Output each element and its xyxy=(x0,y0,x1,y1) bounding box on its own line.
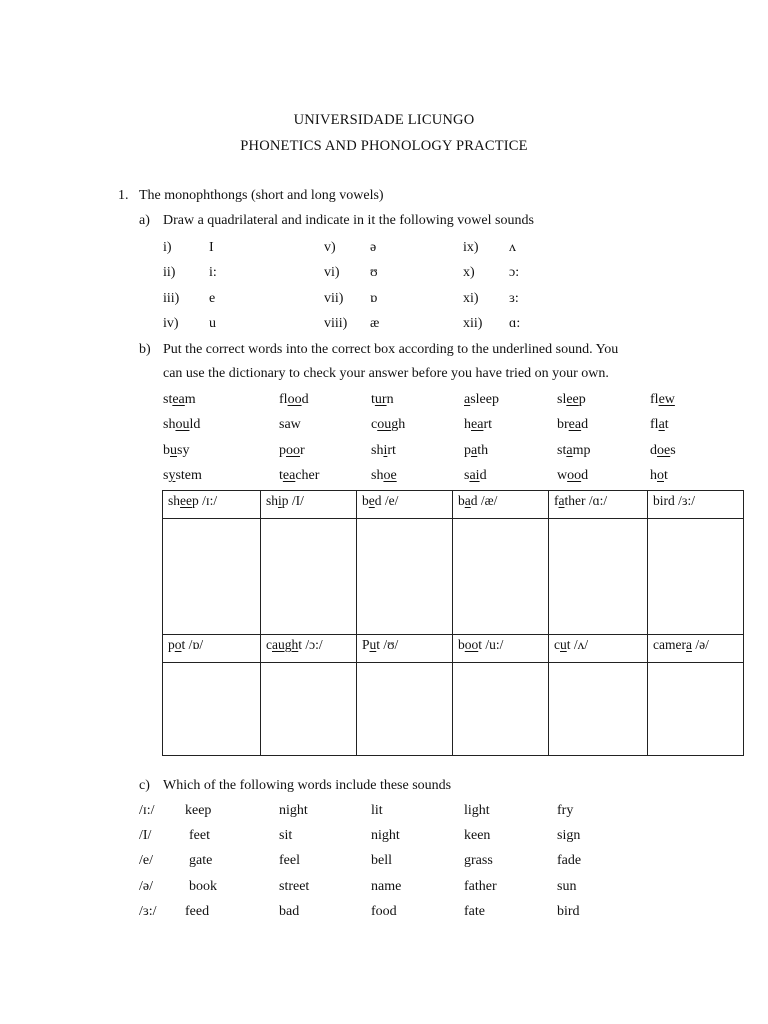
underlined-letters: a xyxy=(464,493,471,508)
answer-box[interactable] xyxy=(453,663,549,756)
word-part: s xyxy=(464,467,470,483)
word-part: b xyxy=(458,637,465,652)
word-part: h xyxy=(464,417,471,433)
candidate-word: street xyxy=(279,878,310,894)
word-cell xyxy=(163,417,200,433)
answer-box[interactable] xyxy=(163,663,261,756)
word-part: p xyxy=(279,442,286,458)
candidate-word: night xyxy=(371,828,400,844)
word-part: d /æ/ xyxy=(470,493,498,508)
underlined-letters: oo xyxy=(567,467,582,483)
candidate-word: bad xyxy=(279,903,300,919)
underlined-letters: ai xyxy=(469,467,480,483)
answer-box[interactable] xyxy=(261,663,357,756)
candidate-word: keen xyxy=(464,828,491,844)
word-part: p /I/ xyxy=(281,493,304,508)
underlined-letters: a xyxy=(464,392,471,407)
answer-box[interactable] xyxy=(648,519,744,635)
word-part: t /ʌ/ xyxy=(566,637,589,652)
underlined-letters: u xyxy=(170,442,177,458)
answer-box[interactable] xyxy=(453,519,549,635)
answer-box[interactable] xyxy=(261,519,357,635)
candidate-word: feel xyxy=(279,853,300,869)
word-part: st xyxy=(557,442,567,458)
part-b-label: b) xyxy=(139,342,151,357)
underlined-letters: i xyxy=(278,493,282,508)
sound-table-heading-cell xyxy=(357,491,453,519)
underlined-letters: a xyxy=(685,637,692,652)
word-part: saw xyxy=(279,417,301,433)
word-part: c xyxy=(266,637,272,652)
course-title: PHONETICS AND PHONOLOGY PRACTICE xyxy=(240,138,528,154)
underlined-letters: ea xyxy=(282,467,296,483)
answer-box[interactable] xyxy=(549,519,648,635)
word-cell xyxy=(279,443,305,459)
candidate-word: bird xyxy=(557,903,580,919)
word-part: c xyxy=(554,637,560,652)
answer-box[interactable] xyxy=(163,519,261,635)
word-part: P xyxy=(362,637,370,652)
word-part: m xyxy=(184,392,196,407)
underlined-letters: ou xyxy=(175,417,190,433)
word-part: b xyxy=(362,493,369,508)
candidate-word: fry xyxy=(557,803,574,818)
vowel-symbol: ɑ: xyxy=(509,315,521,331)
underlined-letters: e xyxy=(368,493,375,508)
candidate-word: food xyxy=(371,903,397,919)
candidate-word: lit xyxy=(371,803,383,818)
word-part: n xyxy=(386,392,394,407)
vowel-symbol: æ xyxy=(370,315,380,331)
vowel-symbol: u xyxy=(209,315,216,331)
underlined-letters: o xyxy=(174,637,182,652)
word-cell xyxy=(464,392,499,408)
sound-table-heading-cell xyxy=(549,491,648,519)
answer-box[interactable] xyxy=(357,519,453,635)
word-part: d xyxy=(479,467,487,483)
vowel-symbol: ʊ xyxy=(370,265,378,281)
sound-symbol: /ɜ:/ xyxy=(139,903,157,919)
word-part: t /ɒ/ xyxy=(181,637,204,652)
word-part: fl xyxy=(650,392,659,407)
word-part: sh xyxy=(371,467,384,483)
underlined-letters: i xyxy=(383,442,388,458)
word-part: rt xyxy=(387,442,396,458)
word-part: stem xyxy=(175,467,202,483)
candidate-word: light xyxy=(464,803,490,818)
part-c-instruction: Which of the following words include these sounds xyxy=(163,778,452,793)
candidate-word: keep xyxy=(185,803,212,818)
word-part: s xyxy=(163,467,169,483)
vowel-symbol: e xyxy=(209,290,216,306)
word-cell xyxy=(464,443,488,459)
word-part: t /ʊ/ xyxy=(376,637,399,652)
word-part: t /u:/ xyxy=(478,637,504,652)
vowel-item-number: v) xyxy=(324,240,336,255)
candidate-word: name xyxy=(371,878,402,894)
word-part: d xyxy=(301,392,309,407)
candidate-word: feed xyxy=(185,903,210,919)
underlined-letters: ea xyxy=(172,392,185,407)
underlined-letters: ee xyxy=(180,493,192,508)
sound-table-heading-cell xyxy=(648,491,744,519)
candidate-word: sign xyxy=(557,828,581,844)
word-cell xyxy=(464,468,487,484)
word-part: sleep xyxy=(470,392,499,407)
vowel-symbol: ʌ xyxy=(509,240,516,255)
word-part: th xyxy=(477,442,489,458)
word-part: bird /ɜ:/ xyxy=(653,493,696,508)
word-part: b xyxy=(163,442,170,458)
candidate-word: feet xyxy=(189,828,210,844)
word-part: d xyxy=(650,442,657,458)
sound-symbol: /ə/ xyxy=(139,878,153,894)
word-cell xyxy=(464,417,492,433)
vowel-item-number: iv) xyxy=(163,315,179,331)
university-title: UNIVERSIDADE LICUNGO xyxy=(293,112,475,128)
underlined-letters: ur xyxy=(374,392,387,407)
word-part: b xyxy=(458,493,465,508)
word-part: t xyxy=(664,417,669,433)
sound-table-heading-cell xyxy=(163,491,261,519)
candidate-word: father xyxy=(464,878,497,894)
word-part: sh xyxy=(266,493,279,508)
word-part: rt xyxy=(483,417,492,433)
word-part: sl xyxy=(557,392,567,407)
word-part: c xyxy=(371,417,378,433)
vowel-symbol: ɔ: xyxy=(509,265,520,281)
candidate-word: fate xyxy=(464,903,485,919)
vowel-item-number: iii) xyxy=(163,290,180,306)
word-part: st xyxy=(163,392,173,407)
word-part: fl xyxy=(650,417,659,433)
underlined-letters: ee xyxy=(566,392,579,407)
word-cell xyxy=(371,417,405,433)
word-part: ld xyxy=(189,417,201,433)
vowel-item-number: xi) xyxy=(463,290,479,306)
vowel-item-number: vii) xyxy=(324,290,344,306)
word-cell xyxy=(279,417,301,433)
answer-box[interactable] xyxy=(549,663,648,756)
underlined-letters: oo xyxy=(464,637,479,652)
underlined-letters: u xyxy=(369,637,377,652)
word-cell xyxy=(557,417,588,433)
candidate-word: bell xyxy=(371,853,392,869)
section-title: The monophthongs (short and long vowels) xyxy=(139,188,384,203)
sound-symbol: /e/ xyxy=(139,853,153,869)
word-part: sh xyxy=(168,493,181,508)
word-cell xyxy=(279,392,309,408)
underlined-letters: a xyxy=(471,442,478,458)
word-part: r xyxy=(300,442,305,458)
underlined-letters: a xyxy=(566,442,573,458)
underlined-letters: a xyxy=(658,417,665,433)
sound-symbol: /I/ xyxy=(139,828,152,844)
sound-table-heading-cell xyxy=(549,635,648,663)
sound-table-header-1 xyxy=(163,491,744,519)
word-part: d /e/ xyxy=(374,493,399,508)
word-part: t xyxy=(664,467,668,483)
word-part: p xyxy=(464,442,471,458)
candidate-word: book xyxy=(189,878,217,894)
word-part: p /ɪ:/ xyxy=(192,493,218,508)
word-cell xyxy=(163,443,189,459)
vowel-item-number: xii) xyxy=(463,315,483,331)
underlined-letters: y xyxy=(168,467,176,483)
vowel-symbol: ɜ: xyxy=(509,290,519,306)
sound-table-heading-cell xyxy=(357,635,453,663)
sound-table-heading-cell xyxy=(261,635,357,663)
sound-table-heading-cell xyxy=(453,635,549,663)
word-part: mp xyxy=(572,442,591,458)
word-part: t xyxy=(371,392,375,407)
word-part: ther /ɑ:/ xyxy=(564,493,608,508)
vowel-item-number: viii) xyxy=(324,315,348,331)
vowel-item-number: vi) xyxy=(324,265,340,281)
word-cell xyxy=(557,443,590,459)
candidate-word: sit xyxy=(279,828,293,844)
underlined-letters: ou xyxy=(377,417,392,433)
word-cell xyxy=(557,392,586,408)
underlined-letters: oo xyxy=(287,392,302,407)
vowel-item-number: ii) xyxy=(163,265,176,281)
word-part: d xyxy=(581,417,589,433)
candidate-word: gate xyxy=(189,853,213,869)
underlined-letters: oe xyxy=(657,442,671,458)
word-part: gh xyxy=(391,417,406,433)
part-b-line2: can use the dictionary to check your answer before you have tried on your own. xyxy=(163,366,609,381)
sound-table-answer-row-2 xyxy=(163,663,744,756)
sound-table xyxy=(162,490,744,756)
word-cell xyxy=(279,468,319,484)
word-part: cher xyxy=(295,467,320,483)
word-part: d xyxy=(581,467,589,483)
word-cell xyxy=(557,468,588,484)
word-part: camer xyxy=(653,637,686,652)
word-part: t xyxy=(279,467,283,483)
word-cell xyxy=(371,468,397,484)
sound-table-heading-cell xyxy=(648,635,744,663)
vowel-item-number: i) xyxy=(163,240,172,255)
word-cell xyxy=(650,468,668,484)
underlined-letters: o xyxy=(657,467,664,483)
candidate-word: fade xyxy=(557,853,582,869)
section-number: 1. xyxy=(118,188,129,203)
word-part: /ə/ xyxy=(691,637,709,652)
part-a-label: a) xyxy=(139,213,150,228)
vowel-symbol: ɒ xyxy=(370,290,378,306)
word-part: sh xyxy=(163,417,176,433)
vowel-item-number: ix) xyxy=(463,240,479,255)
word-cell xyxy=(371,443,396,459)
word-cell xyxy=(650,443,676,459)
word-part: sh xyxy=(371,442,384,458)
candidate-word: grass xyxy=(464,853,493,869)
word-cell xyxy=(371,392,394,408)
part-c-label: c) xyxy=(139,778,150,793)
word-cell xyxy=(650,392,675,408)
underlined-letters: ea xyxy=(471,417,484,433)
vowel-symbol: ə xyxy=(370,240,377,255)
word-part: w xyxy=(557,467,568,483)
underlined-letters: oe xyxy=(383,467,397,483)
word-part: p xyxy=(168,637,175,652)
vowel-symbol: i: xyxy=(209,265,217,281)
part-b-line1: Put the correct words into the correct box according to the underlined sound. You xyxy=(163,342,619,357)
sound-table-answer-row-1 xyxy=(163,519,744,635)
sound-table-heading-cell xyxy=(261,491,357,519)
sound-table-header-2 xyxy=(163,635,744,663)
candidate-word: sun xyxy=(557,878,577,894)
vowel-item-number: x) xyxy=(463,265,475,281)
word-part: fl xyxy=(279,392,288,407)
word-part: s xyxy=(670,442,676,458)
sound-table-heading-cell xyxy=(163,635,261,663)
answer-box[interactable] xyxy=(357,663,453,756)
vowel-symbol: I xyxy=(209,240,214,255)
word-cell xyxy=(650,417,669,433)
underlined-letters: oo xyxy=(286,442,300,458)
word-part: p xyxy=(578,392,586,407)
candidate-word: night xyxy=(279,803,308,818)
sound-symbol: /ɪ:/ xyxy=(139,803,155,818)
underlined-letters: u xyxy=(560,637,567,652)
word-cell xyxy=(163,392,196,408)
underlined-letters: ea xyxy=(568,417,582,433)
part-a-instruction: Draw a quadrilateral and indicate in it the following vowel sounds xyxy=(163,213,534,228)
word-part: sy xyxy=(177,442,190,458)
word-part: t /ɔ:/ xyxy=(298,637,323,652)
word-part: h xyxy=(650,467,657,483)
underlined-letters: augh xyxy=(272,637,299,652)
sound-table-heading-cell xyxy=(453,491,549,519)
word-part: f xyxy=(554,493,559,508)
word-cell xyxy=(163,468,202,484)
answer-box[interactable] xyxy=(648,663,744,756)
underlined-letters: a xyxy=(558,493,565,508)
word-part: br xyxy=(557,417,569,433)
underlined-letters: ew xyxy=(658,392,675,407)
